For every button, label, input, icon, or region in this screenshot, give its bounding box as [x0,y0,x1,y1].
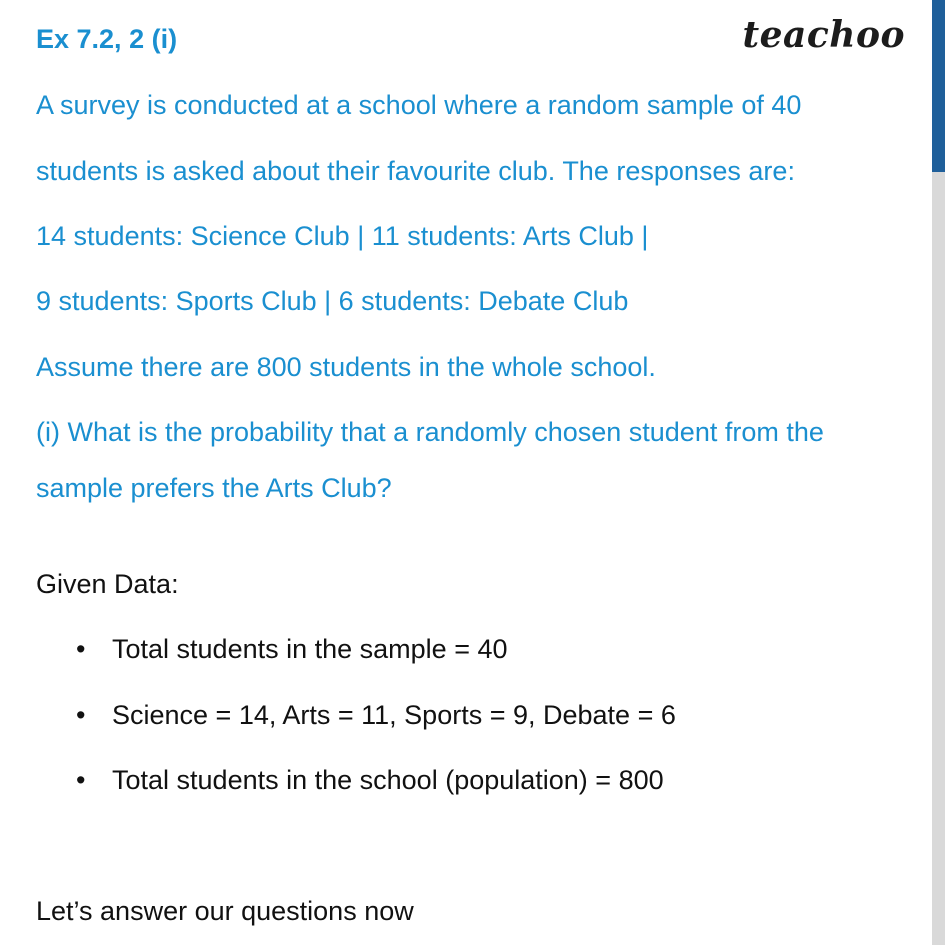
question-line-2: students is asked about their favourite club. The responses are: [36,156,795,186]
bullet-item-population: Total students in the school (population) = 800 [112,765,664,795]
question-line-4: 9 students: Sports Club | 6 students: Debate Club [36,286,629,316]
bullet-marker: • [76,700,86,730]
bullet-marker: • [76,634,86,664]
bullet-item-sample-total: Total students in the sample = 40 [112,634,508,664]
exercise-title: Ex 7.2, 2 (i) [36,24,178,54]
question-line-3: 14 students: Science Club | 11 students: Arts Club | [36,221,649,251]
teachoo-logo: teachoo [742,14,905,56]
question-line-1: A survey is conducted at a school where a random sample of 40 [36,90,802,120]
bullet-marker: • [76,765,86,795]
question-line-5: Assume there are 800 students in the whole school. [36,352,656,382]
question-line-6: (i) What is the probability that a randomly chosen student from the [36,417,824,447]
closing-line: Let’s answer our questions now [36,896,414,926]
scrollbar-track[interactable] [932,0,945,945]
bullet-item-club-counts: Science = 14, Arts = 11, Sports = 9, Debate = 6 [112,700,676,730]
scrollbar-thumb[interactable] [932,0,945,172]
question-line-7: sample prefers the Arts Club? [36,473,392,503]
given-data-heading: Given Data: [36,569,179,599]
